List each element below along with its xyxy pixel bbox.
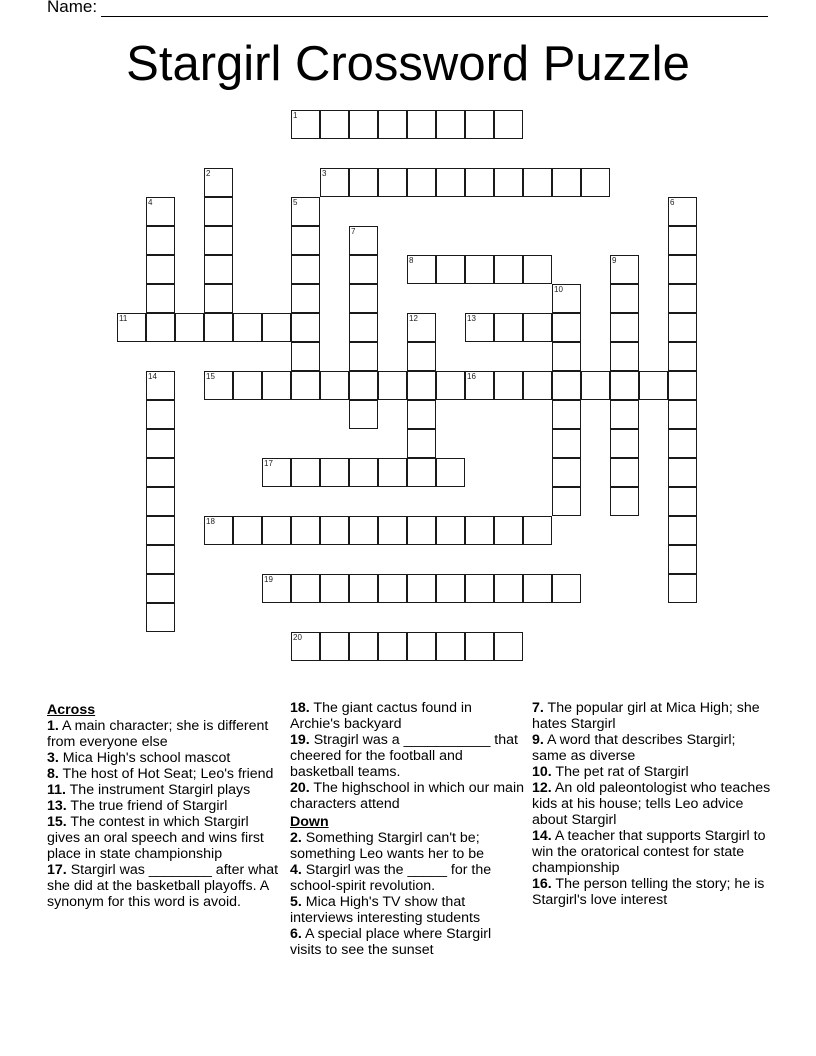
clue-across-18: 18. The giant cactus found in Archie's backyard: [290, 700, 472, 732]
grid-cell[interactable]: [668, 545, 697, 574]
grid-cell[interactable]: [465, 313, 494, 342]
clue-down-10: 10. The pet rat of Stargirl: [532, 764, 689, 780]
grid-cell[interactable]: [349, 574, 378, 603]
grid-cell[interactable]: [407, 371, 436, 400]
grid-cell[interactable]: [146, 603, 175, 632]
grid-cell[interactable]: [146, 574, 175, 603]
grid-cell[interactable]: [291, 574, 320, 603]
grid-cell[interactable]: [668, 342, 697, 371]
grid-cell[interactable]: [407, 429, 436, 458]
grid-cell[interactable]: [378, 516, 407, 545]
clues-column-3: [532, 700, 772, 908]
grid-cell[interactable]: [465, 516, 494, 545]
grid-cell[interactable]: [175, 313, 204, 342]
clue-down-16: 16. The person telling the story; he is Stargirl's love interest: [532, 876, 765, 908]
clue-number: 6: [670, 198, 675, 207]
grid-cell[interactable]: [465, 255, 494, 284]
grid-cell[interactable]: [494, 371, 523, 400]
grid-cell[interactable]: [349, 371, 378, 400]
clue-number: 18: [206, 517, 215, 526]
grid-cell[interactable]: [291, 255, 320, 284]
grid-cell[interactable]: [552, 487, 581, 516]
clue-number: 15: [206, 372, 215, 381]
clue-down-4: 4. Stargirl was the _____ for the school-spirit revolution.: [290, 862, 492, 894]
grid-cell[interactable]: [146, 487, 175, 516]
grid-cell[interactable]: [407, 342, 436, 371]
grid-cell[interactable]: [407, 458, 436, 487]
grid-cell[interactable]: [668, 458, 697, 487]
grid-cell[interactable]: [610, 487, 639, 516]
grid-cell[interactable]: [204, 313, 233, 342]
grid-cell[interactable]: [668, 313, 697, 342]
grid-cell[interactable]: [523, 168, 552, 197]
grid-cell[interactable]: [204, 516, 233, 545]
grid-cell[interactable]: [465, 371, 494, 400]
grid-cell[interactable]: [291, 516, 320, 545]
grid-cell[interactable]: [378, 458, 407, 487]
grid-cell[interactable]: [146, 284, 175, 313]
grid-cell[interactable]: [610, 429, 639, 458]
grid-cell[interactable]: [349, 342, 378, 371]
grid-cell[interactable]: [668, 371, 697, 400]
grid-cell[interactable]: [407, 574, 436, 603]
grid-cell[interactable]: [349, 168, 378, 197]
grid-cell[interactable]: [291, 110, 320, 139]
clue-number: 9: [612, 256, 617, 265]
grid-cell[interactable]: [204, 371, 233, 400]
grid-cell[interactable]: [407, 313, 436, 342]
clue-across-8: 8. The host of Hot Seat; Leo's friend: [47, 766, 274, 782]
grid-cell[interactable]: [523, 255, 552, 284]
grid-cell[interactable]: [291, 632, 320, 661]
grid-cell[interactable]: [494, 313, 523, 342]
grid-cell[interactable]: [262, 371, 291, 400]
grid-cell[interactable]: [465, 574, 494, 603]
grid-cell[interactable]: [494, 110, 523, 139]
grid-cell[interactable]: [146, 313, 175, 342]
grid-cell[interactable]: [291, 342, 320, 371]
grid-cell[interactable]: [610, 458, 639, 487]
grid-cell[interactable]: [668, 197, 697, 226]
clue-number: 14: [148, 372, 157, 381]
clue-number: 10: [554, 285, 563, 294]
grid-cell[interactable]: [494, 632, 523, 661]
grid-cell[interactable]: [262, 574, 291, 603]
clue-number: 4: [148, 198, 153, 207]
grid-cell[interactable]: [552, 371, 581, 400]
grid-cell[interactable]: [610, 371, 639, 400]
grid-cell[interactable]: [610, 342, 639, 371]
clues-column-1: [47, 700, 282, 910]
grid-cell[interactable]: [233, 313, 262, 342]
grid-cell[interactable]: [552, 342, 581, 371]
clue-number: 17: [264, 459, 273, 468]
clue-number: 1: [293, 111, 298, 120]
clue-across-19: 19. Stragirl was a ___________ that cheered for the football and basketball teams.: [290, 732, 518, 780]
clue-number: 19: [264, 575, 273, 584]
clue-number: 8: [409, 256, 414, 265]
grid-cell[interactable]: [552, 284, 581, 313]
grid-cell[interactable]: [320, 110, 349, 139]
clue-across-13: 13. The true friend of Stargirl: [47, 798, 228, 814]
clue-down-5: 5. Mica High's TV show that interviews interesting students: [290, 894, 481, 926]
grid-cell[interactable]: [204, 226, 233, 255]
grid-cell[interactable]: [407, 168, 436, 197]
grid-cell[interactable]: [320, 168, 349, 197]
clue-number: 3: [322, 169, 327, 178]
grid-cell[interactable]: [639, 371, 668, 400]
grid-cell[interactable]: [378, 574, 407, 603]
clue-number: 11: [119, 314, 128, 323]
grid-cell[interactable]: [146, 197, 175, 226]
grid-cell[interactable]: [320, 371, 349, 400]
grid-cell[interactable]: [146, 458, 175, 487]
grid-cell[interactable]: [262, 458, 291, 487]
grid-cell[interactable]: [204, 197, 233, 226]
grid-cell[interactable]: [146, 255, 175, 284]
grid-cell[interactable]: [291, 226, 320, 255]
grid-cell[interactable]: [320, 574, 349, 603]
grid-cell[interactable]: [436, 632, 465, 661]
down-heading: Down: [290, 814, 329, 830]
grid-cell[interactable]: [204, 168, 233, 197]
grid-cell[interactable]: [668, 226, 697, 255]
grid-cell[interactable]: [610, 313, 639, 342]
grid-cell[interactable]: [349, 632, 378, 661]
clue-across-3: 3. Mica High's school mascot: [47, 750, 231, 766]
clue-across-20: 20. The highschool in which our main characters attend: [290, 780, 524, 812]
grid-cell[interactable]: [610, 284, 639, 313]
clue-number: 13: [467, 314, 476, 323]
grid-cell[interactable]: [146, 226, 175, 255]
grid-cell[interactable]: [407, 255, 436, 284]
grid-cell[interactable]: [436, 371, 465, 400]
grid-cell[interactable]: [523, 371, 552, 400]
grid-cell[interactable]: [320, 458, 349, 487]
grid-cell[interactable]: [436, 255, 465, 284]
grid-cell[interactable]: [581, 168, 610, 197]
clue-number: 5: [293, 198, 298, 207]
grid-cell[interactable]: [552, 574, 581, 603]
grid-cell[interactable]: [494, 255, 523, 284]
grid-cell[interactable]: [378, 168, 407, 197]
clue-down-9: 9. A word that describes Stargirl; same as diverse: [532, 732, 736, 764]
clue-down-6: 6. A special place where Stargirl visits to see the sunset: [290, 926, 492, 958]
grid-cell[interactable]: [436, 458, 465, 487]
grid-cell[interactable]: [146, 429, 175, 458]
grid-cell[interactable]: [523, 313, 552, 342]
grid-cell[interactable]: [552, 429, 581, 458]
grid-cell[interactable]: [291, 371, 320, 400]
grid-cell[interactable]: [668, 574, 697, 603]
clue-across-11: 11. The instrument Stargirl plays: [47, 782, 251, 798]
grid-cell[interactable]: [291, 313, 320, 342]
grid-cell[interactable]: [349, 284, 378, 313]
grid-cell[interactable]: [349, 313, 378, 342]
clue-number: 20: [293, 633, 302, 642]
grid-cell[interactable]: [146, 545, 175, 574]
grid-cell[interactable]: [320, 516, 349, 545]
grid-cell[interactable]: [552, 400, 581, 429]
grid-cell[interactable]: [668, 487, 697, 516]
clue-across-1: 1. A main character; she is different from everyone else: [47, 718, 269, 750]
grid-cell[interactable]: [668, 284, 697, 313]
grid-cell[interactable]: [523, 516, 552, 545]
clues-column-2: [290, 700, 525, 958]
grid-cell[interactable]: [233, 371, 262, 400]
grid-cell[interactable]: [349, 400, 378, 429]
clue-down-12: 12. An old paleontologist who teaches kids at his house; tells Leo advice about Stargirl: [532, 780, 771, 828]
grid-cell[interactable]: [668, 400, 697, 429]
grid-cell[interactable]: [349, 255, 378, 284]
grid-cell[interactable]: [465, 110, 494, 139]
grid-cell[interactable]: [291, 284, 320, 313]
grid-cell[interactable]: [581, 371, 610, 400]
clue-number: 7: [351, 227, 356, 236]
clue-number: 16: [467, 372, 476, 381]
clue-down-14: 14. A teacher that supports Stargirl to win the oratorical contest for state championship: [532, 828, 766, 876]
grid-cell[interactable]: [320, 632, 349, 661]
clue-down-2: 2. Something Stargirl can't be; something Leo wants her to be: [290, 830, 485, 862]
grid-cell[interactable]: [668, 516, 697, 545]
grid-cell[interactable]: [494, 168, 523, 197]
grid-cell[interactable]: [523, 574, 552, 603]
grid-cell[interactable]: [436, 574, 465, 603]
grid-cell[interactable]: [436, 516, 465, 545]
grid-cell[interactable]: [262, 313, 291, 342]
grid-cell[interactable]: [204, 255, 233, 284]
grid-cell[interactable]: [494, 574, 523, 603]
clue-number: 2: [206, 169, 211, 178]
across-heading: Across: [47, 702, 96, 718]
page-title: Stargirl Crossword Puzzle: [126, 37, 690, 91]
grid-cell[interactable]: [494, 516, 523, 545]
grid-cell[interactable]: [552, 458, 581, 487]
grid-cell[interactable]: [146, 516, 175, 545]
grid-cell[interactable]: [291, 458, 320, 487]
clue-across-15: 15. The contest in which Stargirl gives an oral speech and wins first place in state championship: [47, 814, 264, 862]
grid-cell[interactable]: [117, 313, 146, 342]
grid-cell[interactable]: [465, 632, 494, 661]
grid-cell[interactable]: [465, 168, 494, 197]
grid-cell[interactable]: [349, 110, 378, 139]
grid-cell[interactable]: [233, 516, 262, 545]
clue-number: 12: [409, 314, 418, 323]
grid-cell[interactable]: [349, 226, 378, 255]
grid-cell[interactable]: [349, 458, 378, 487]
grid-cell[interactable]: [407, 632, 436, 661]
grid-cell[interactable]: [407, 516, 436, 545]
grid-cell[interactable]: [378, 110, 407, 139]
name-label: Name:: [47, 0, 98, 16]
grid-cell[interactable]: [146, 371, 175, 400]
clue-across-17: 17. Stargirl was ________ after what she did at the basketball playoffs. A synonym for this word is avoid.: [47, 862, 279, 910]
grid-cell[interactable]: [610, 400, 639, 429]
grid-cell[interactable]: [204, 284, 233, 313]
grid-cell[interactable]: [552, 168, 581, 197]
grid-cell[interactable]: [378, 371, 407, 400]
grid-cell[interactable]: [552, 313, 581, 342]
grid-cell[interactable]: [146, 400, 175, 429]
grid-cell[interactable]: [436, 168, 465, 197]
grid-cell[interactable]: [610, 255, 639, 284]
grid-cell[interactable]: [436, 110, 465, 139]
grid-cell[interactable]: [349, 516, 378, 545]
grid-cell[interactable]: [668, 255, 697, 284]
grid-cell[interactable]: [378, 632, 407, 661]
grid-cell[interactable]: [407, 110, 436, 139]
grid-cell[interactable]: [291, 197, 320, 226]
grid-cell[interactable]: [262, 516, 291, 545]
clue-down-7: 7. The popular girl at Mica High; she hates Stargirl: [532, 700, 760, 732]
grid-cell[interactable]: [407, 400, 436, 429]
grid-cell[interactable]: [668, 429, 697, 458]
